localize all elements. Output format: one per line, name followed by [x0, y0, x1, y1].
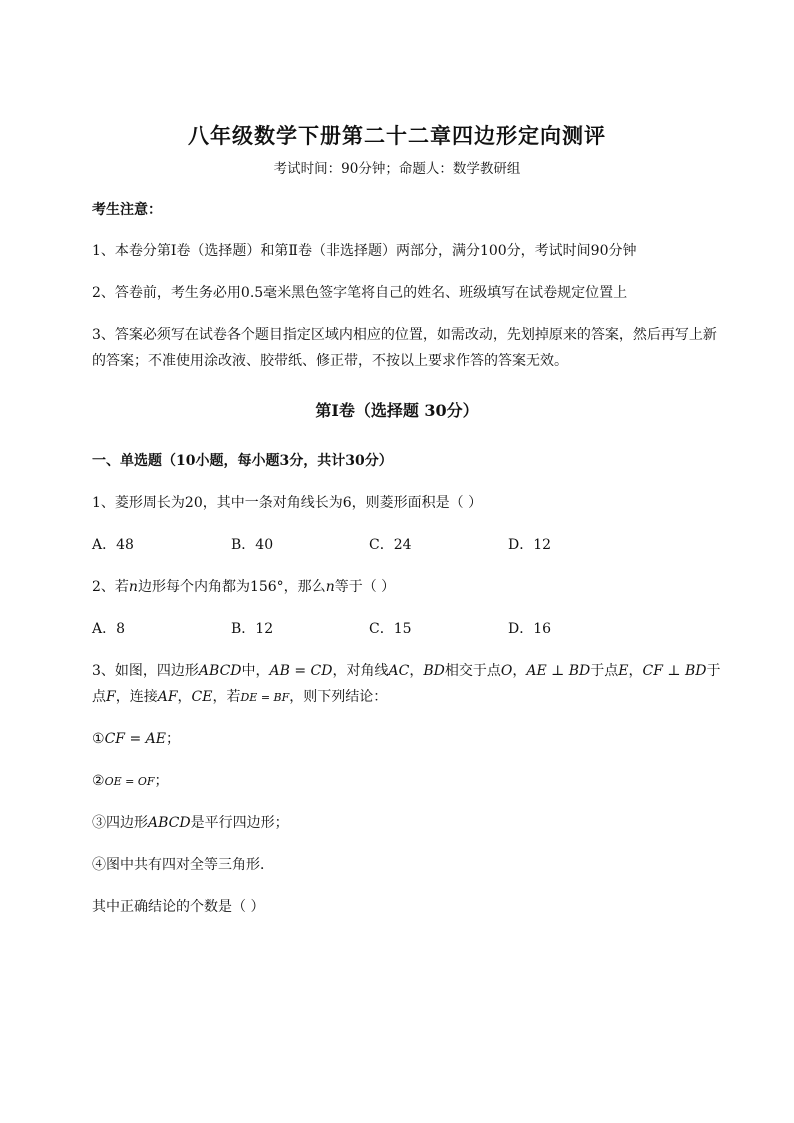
question-1-option-c: C．24 — [369, 537, 412, 553]
section-title: 第I卷（选择题 30分） — [315, 401, 479, 420]
q3-math-ce: CE — [191, 689, 213, 705]
question-3-conclusion-1 — [92, 726, 752, 752]
q3-text: ，对角线 — [332, 663, 389, 679]
q3-math-bd: BD — [423, 663, 445, 679]
question-2-option-a: A．8 — [92, 621, 126, 637]
question-3-conclusion-2 — [92, 768, 752, 795]
q3-text: ① — [92, 731, 105, 747]
question-2-stem — [92, 574, 752, 600]
q3-text: 中， — [241, 663, 270, 679]
q3-text: ② — [92, 773, 105, 789]
notice-item-2: 2、答卷前，考生务必用0.5毫米黑色签字笔将自己的姓名、班级填写在试卷规定位置上 — [92, 285, 628, 301]
question-2-option-c: C．15 — [369, 621, 412, 637]
question-1-stem: 1、菱形周长为20，其中一条对角线长为6，则菱形面积是（ ） — [92, 495, 483, 511]
q2-var-n-2: n — [325, 579, 335, 595]
q2-text-mid: 边形每个内角都为156°，那么 — [137, 579, 326, 595]
notice-heading: 考生注意： — [92, 202, 162, 218]
exam-info: 考试时间：90分钟；命题人：数学教研组 — [273, 161, 521, 177]
q3-text: ； — [165, 731, 180, 747]
question-1-option-d: D．12 — [508, 537, 552, 553]
q3-math-e: E — [618, 663, 629, 679]
q3-math-af: AF — [157, 689, 178, 705]
question-1-option-b: B．40 — [231, 537, 274, 553]
q3-math-abcd: ABCD — [198, 663, 242, 679]
q3-math-o: O — [500, 663, 513, 679]
q3-text: 是平行四边形； — [190, 815, 289, 831]
q3-text: ， — [512, 663, 527, 679]
question-1-option-a: A．48 — [92, 537, 134, 553]
question-3-stem-line-1 — [92, 658, 752, 684]
q3-text: ，则下列结论： — [289, 689, 388, 705]
notice-item-1: 1、本卷分第I卷（选择题）和第Ⅱ卷（非选择题）两部分，满分100分，考试时间90分钟 — [92, 243, 637, 259]
question-2-option-d: D．16 — [508, 621, 552, 637]
q2-text-pre: 2、若 — [92, 579, 129, 595]
q3-math-de-bf: DE = BF — [240, 691, 290, 704]
question-3-conclusion-4: ④图中共有四对全等三角形． — [92, 857, 274, 873]
q3-text: 于点 — [590, 663, 619, 679]
q3-text: ，连接 — [115, 689, 158, 705]
q3-math-abcd-2: ABCD — [148, 815, 191, 831]
q2-var-n: n — [128, 579, 138, 595]
q3-text: ， — [628, 663, 643, 679]
q3-math-oe-of: OE = OF — [104, 775, 155, 788]
question-3-conclusion-3 — [92, 810, 752, 836]
q3-text: ，若 — [212, 689, 241, 705]
part-heading: 一、单选题（10小题，每小题3分，共计30分） — [92, 453, 393, 469]
q3-math-f: F — [106, 689, 116, 705]
q3-math-ae-bd: AE ⊥ BD — [526, 663, 591, 679]
q3-text: 于 — [706, 663, 721, 679]
q3-text: 相交于点 — [444, 663, 501, 679]
q3-text: ； — [154, 773, 169, 789]
q3-text: ③四边形 — [92, 815, 148, 831]
q3-text: 3、如图，四边形 — [92, 663, 199, 679]
q3-text: 点 — [92, 689, 106, 705]
q3-text: ， — [177, 689, 192, 705]
q3-math-cf-ae: CF = AE — [104, 731, 166, 747]
page-title: 八年级数学下册第二十二章四边形定向测评 — [188, 123, 606, 148]
notice-item-3-cont: 的答案；不准使用涂改液、胶带纸、修正带，不按以上要求作答的答案无效。 — [92, 353, 568, 369]
question-3-stem-line-2 — [92, 684, 752, 711]
question-2-option-b: B．12 — [231, 621, 274, 637]
question-3-ask: 其中正确结论的个数是（ ） — [92, 899, 265, 915]
q3-math-ab-cd: AB = CD — [269, 663, 333, 679]
q3-math-ac: AC — [388, 663, 410, 679]
q2-text-post: 等于（ ） — [334, 579, 396, 595]
notice-item-3: 3、答案必须写在试卷各个题目指定区域内相应的位置，如需改动，先划掉原来的答案，然后再写上新 — [92, 327, 717, 343]
q3-math-cf-bd: CF ⊥ BD — [642, 663, 707, 679]
q3-text: ， — [409, 663, 424, 679]
